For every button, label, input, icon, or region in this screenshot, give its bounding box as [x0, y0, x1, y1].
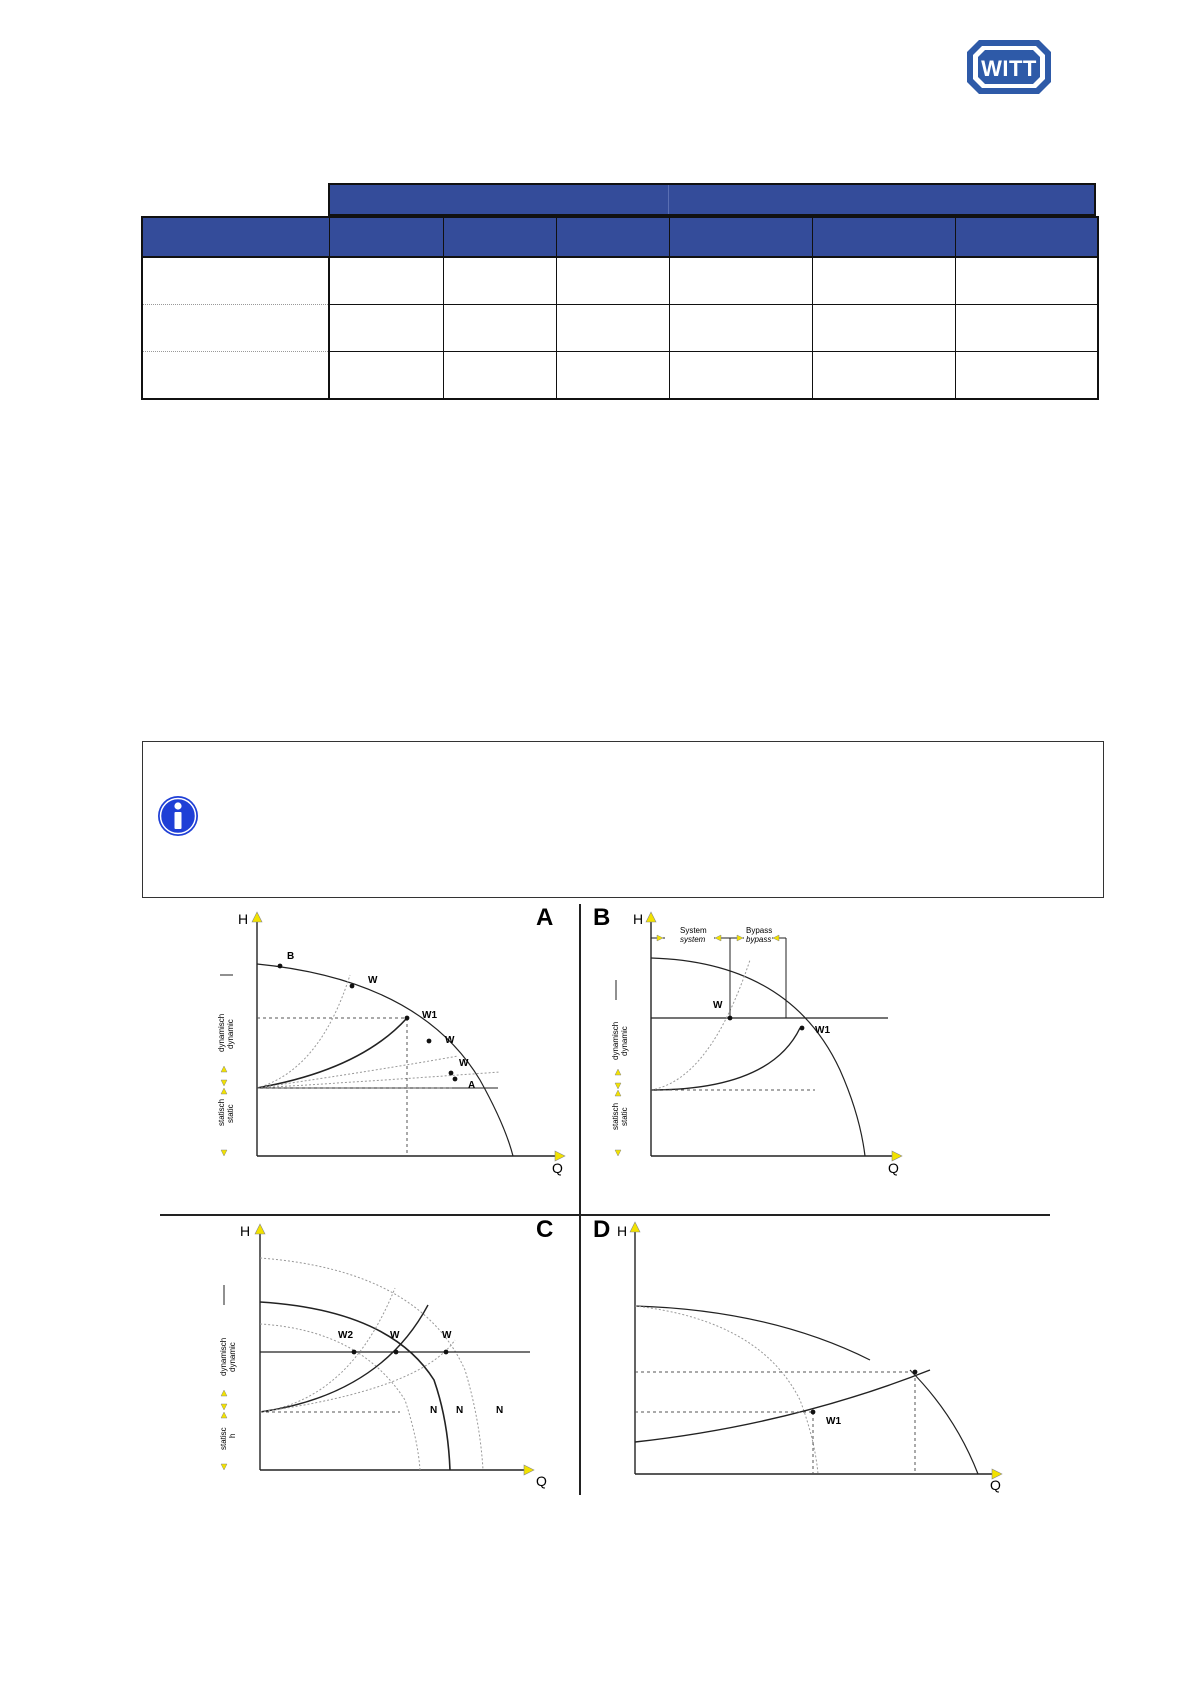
table-cell — [329, 352, 443, 400]
label-static-en: static — [620, 1107, 629, 1126]
axis-label-q: Q — [552, 1160, 563, 1176]
point-w2: W2 — [338, 1330, 353, 1341]
label-static-de: statisch — [611, 1102, 620, 1130]
column-header — [669, 217, 812, 257]
label-static-en: static — [226, 1104, 235, 1123]
point-w1: W1 — [826, 1416, 841, 1427]
curve-n: N — [496, 1405, 504, 1416]
column-header — [142, 217, 329, 257]
column-header — [556, 217, 669, 257]
diagram-c — [219, 1216, 553, 1489]
axis-label-h: H — [238, 911, 249, 927]
spec-table — [141, 216, 1099, 400]
table-group-header — [328, 183, 1096, 216]
table-cell — [955, 352, 1098, 400]
curve-n: N — [430, 1405, 438, 1416]
axis-label-h: H — [617, 1223, 628, 1239]
point-a: A — [468, 1080, 476, 1091]
logo-text: WITT — [981, 56, 1037, 81]
table-cell — [955, 257, 1098, 305]
diagram-c-letter: C — [536, 1216, 554, 1243]
table-cell — [443, 352, 556, 400]
table-cell — [812, 257, 955, 305]
table-cell — [812, 352, 955, 400]
witt-logo — [965, 38, 1053, 96]
point-w: W — [368, 975, 378, 986]
label-dynamic-en: dynamic — [228, 1342, 237, 1372]
table-row — [142, 257, 1098, 305]
point-w: W — [390, 1330, 400, 1341]
diagram-b-letter: B — [593, 904, 611, 931]
label-dynamic-en: dynamic — [620, 1026, 629, 1056]
table-cell — [142, 352, 329, 400]
label-dynamic-de: dynamisch — [611, 1021, 620, 1060]
table-cell — [669, 305, 812, 352]
point-w: W — [442, 1330, 452, 1341]
table-cell — [556, 257, 669, 305]
diagram-d — [593, 1216, 1002, 1493]
label-dynamic-de: dynamisch — [217, 1013, 226, 1052]
table-cell — [329, 257, 443, 305]
table-cell — [812, 305, 955, 352]
diagram-a-letter: A — [536, 904, 554, 931]
point-b: B — [287, 951, 295, 962]
label-dynamic-de: dynamisch — [219, 1337, 228, 1376]
label-static-de: statisch — [217, 1098, 226, 1126]
table-cell — [443, 257, 556, 305]
curve-n: N — [456, 1405, 464, 1416]
table-cell — [669, 257, 812, 305]
point-w: W — [713, 1000, 723, 1011]
point-w: W — [459, 1058, 469, 1069]
table-cell — [955, 305, 1098, 352]
label-bypass-de: Bypass — [746, 926, 773, 935]
table-cell — [142, 305, 329, 352]
point-w: W — [445, 1035, 455, 1046]
table-cell — [443, 305, 556, 352]
axis-label-q: Q — [536, 1473, 547, 1489]
label-dynamic-en: dynamic — [226, 1019, 235, 1049]
column-header — [955, 217, 1098, 257]
label-system-en: system — [680, 935, 706, 944]
table-row — [142, 305, 1098, 352]
label-static-en: h — [228, 1433, 237, 1438]
table-cell — [556, 352, 669, 400]
axis-label-h: H — [240, 1223, 251, 1239]
label-system-de: System — [680, 926, 707, 935]
diagram-a — [217, 904, 565, 1176]
table-cell — [329, 305, 443, 352]
info-box — [142, 741, 1104, 898]
diagram-d-letter: D — [593, 1216, 611, 1243]
point-w1: W1 — [815, 1025, 830, 1036]
diagram-b — [593, 904, 902, 1176]
axis-label-q: Q — [888, 1160, 899, 1176]
label-static-de: statisc — [219, 1427, 228, 1450]
table-cell — [142, 257, 329, 305]
label-bypass-en: bypass — [746, 935, 772, 944]
column-header — [329, 217, 443, 257]
table-header-row — [142, 217, 1098, 257]
table-cell — [669, 352, 812, 400]
table-cell — [556, 305, 669, 352]
axis-label-q: Q — [990, 1477, 1001, 1493]
point-w1: W1 — [422, 1010, 437, 1021]
pump-curve-diagrams — [150, 900, 1050, 1500]
info-icon — [157, 795, 199, 837]
column-header — [443, 217, 556, 257]
column-header — [812, 217, 955, 257]
axis-label-h: H — [633, 911, 644, 927]
table-row — [142, 352, 1098, 400]
